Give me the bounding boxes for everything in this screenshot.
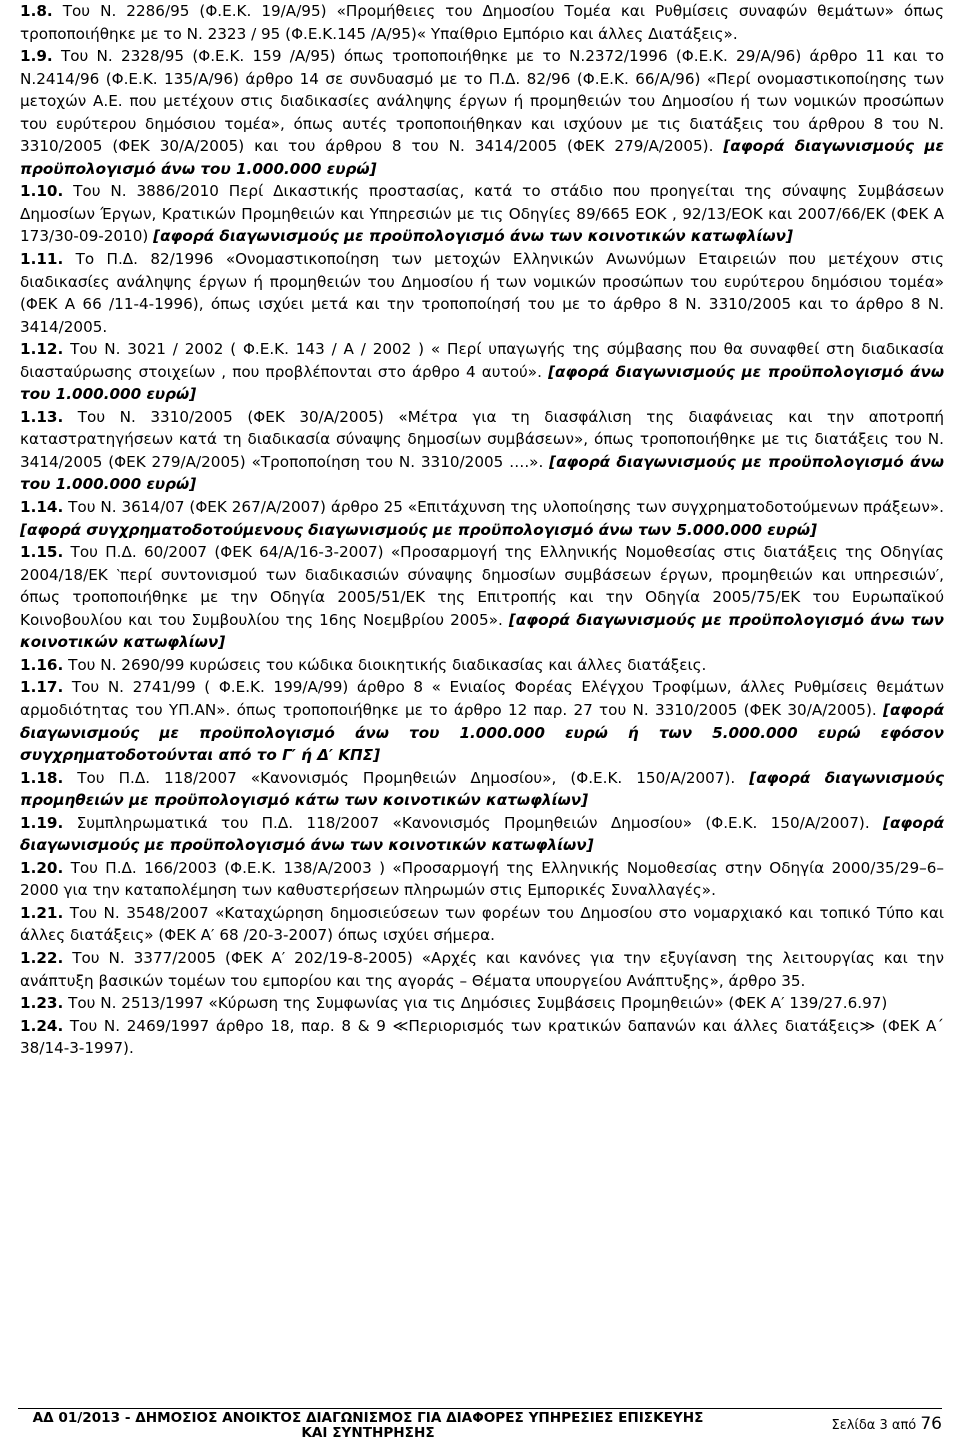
item-number: 1.16.: [20, 655, 64, 674]
page-total: 76: [920, 1414, 942, 1434]
item-number: 1.22.: [20, 948, 64, 967]
item-text: Του Ν. 3614/07 (ΦΕΚ 267/Α/2007) άρθρο 25 «Επιτάχυνση της υλοποίησης των συγχρηματοδοτούμενων πράξεων».: [63, 498, 944, 517]
legislation-list: [20, 0, 944, 1060]
item-number: 1.19.: [20, 813, 64, 832]
item-note: [αφορά διαγωνισμούς με προϋπολογισμό άνω των κοινοτικών κατωφλίων]: [153, 227, 793, 246]
item-number: 1.15.: [20, 543, 64, 562]
item-number: 1.14.: [20, 498, 64, 517]
list-item: [20, 654, 944, 677]
page-number: [831, 1416, 942, 1434]
item-number: 1.9.: [20, 47, 53, 66]
list-item: [20, 496, 944, 541]
list-item: [20, 541, 944, 654]
item-text: Του Ν. 2286/95 (Φ.Ε.Κ. 19/Α/95) «Προμήθειες του Δημοσίου Τομέα και Ρυθμίσεις συναφών θεμάτων» όπως τροποποιήθηκε με το Ν. 2323 / 95 (Φ.Ε.Κ.145 /Α/95)« Υπαίθριο Εμπόριο και άλλες Διατάξεις».: [20, 2, 944, 43]
item-note: [αφορά διαγωνισμούς με προϋπολογισμό άνω των κοινοτικών κατωφλίων]: [20, 610, 945, 652]
item-note: [αφορά διαγωνισμούς προμηθειών με προϋπολογισμό κάτω των κοινοτικών κατωφλίων]: [20, 768, 945, 810]
item-text: Το Π.Δ. 82/1996 «Ονομαστικοποίηση των μετοχών Ελληνικών Ανωνύμων Εταιρειών που μετέχουν στις διαδικασίες ανάληψης έργων ή προμηθειών του Δημοσίου ή των νομικών προσώπων του ευρύτερου δημόσιου τομέα» (ΦΕΚ Α 66 /11-4-1996), όπως ισχύει μετά και την τροποποίησή του με το άρθρο 8 Ν. 3310/2005 και το άρθρο 8 Ν. 3414/2005.: [20, 250, 944, 336]
item-number: 1.8.: [20, 2, 53, 20]
item-text: Του Ν. 2469/1997 άρθρο 18, παρ. 8 & 9 ≪Περιορισμός των κρατικών δαπανών και άλλες διατάξεις≫ (ΦΕΚ Α΄ 38/14-3-1997).: [20, 1016, 944, 1058]
list-item: [20, 1015, 944, 1060]
item-number: 1.21.: [20, 903, 64, 922]
item-note: [αφορά διαγωνισμούς με προϋπολογισμό άνω του 1.000.000 ευρώ ή των 5.000.000 ευρώ εφόσον συγχρηματοδοτούνται από το Γ′ ή Δ′ ΚΠΣ]: [20, 700, 945, 765]
list-item: [20, 857, 944, 902]
footer-divider: [18, 1408, 942, 1409]
page-footer: [18, 1411, 942, 1441]
item-text: Του Ν. 3021 / 2002 ( Φ.Ε.Κ. 143 / Α / 2002 ) « Περί υπαγωγής της σύμβασης που θα συναφθεί στη διαδικασία διασταύρωσης στοιχείων , που προβλέπονται στο άρθρο 4 αυτού».: [20, 340, 944, 381]
item-text: Του Π.Δ. 166/2003 (Φ.Ε.Κ. 138/Α/2003 ) «Προσαρμογή της Ελληνικής Νομοθεσίας στην Οδηγία 2000/35/29–6–2000 για την καταπολέμηση των καθυστερήσεων πληρωμών στις Εμπορικές Συναλλαγές».: [20, 858, 944, 900]
item-note: [αφορά συγχρηματοδοτούμενους διαγωνισμούς με προϋπολογισμό άνω των 5.000.000 ευρώ]: [20, 520, 817, 539]
list-item: [20, 180, 944, 248]
item-number: 1.20.: [20, 858, 64, 877]
item-text: Του Ν. 2513/1997 «Κύρωση της Συμφωνίας για τις Δημόσιες Συμβάσεις Προμηθειών» (ΦΕΚ Α′ 139/27.6.97): [63, 994, 888, 1013]
item-text: Του Π.Δ. 118/2007 «Κανονισμός Προμηθειών Δημοσίου», (Φ.Ε.Κ. 150/Α/2007).: [63, 768, 736, 787]
item-text: Του Ν. 3377/2005 (ΦΕΚ Α′ 202/19-8-2005) «Αρχές και κανόνες για την εξυγίανση της λειτουργίας και την ανάπτυξη βασικών τομέων του εμπορίου και της αγοράς – Θέματα υπουργείου Ανάπτυξης», άρθρο 35.: [20, 948, 944, 990]
document-title: ΑΔ 01/2013 - ΔΗΜΟΣΙΟΣ ΑΝΟΙΚΤΟΣ ΔΙΑΓΩΝΙΣΜΟΣ ΓΙΑ ΔΙΑΦΟΡΕΣ ΥΠΗΡΕΣΙΕΣ ΕΠΙΣΚΕΥΗΣ ΚΑΙ ΣΥΝΤΗΡΗΣΗΣ: [32, 1410, 704, 1441]
item-text: Του Ν. 3548/2007 «Καταχώρηση δημοσιεύσεων των φορέων του Δημοσίου στο νομαρχιακό και τοπικό Τύπο και άλλες διατάξεις» (ΦΕΚ Α′ 68 /20-3-2007) όπως ισχύει σήμερα.: [20, 903, 944, 945]
item-number: 1.12.: [20, 340, 64, 359]
list-item: [20, 338, 944, 406]
item-text: Του Ν. 2690/99 κυρώσεις του κώδικα διοικητικής διαδικασίας και άλλες διατάξεις.: [63, 655, 707, 674]
item-text: Του Ν. 2741/99 ( Φ.Ε.Κ. 199/Α/99) άρθρο 8 « Ενιαίος Φορέας Ελέγχου Τροφίμων, άλλες Ρυθμίσεις θεμάτων αρμοδιότητας του ΥΠ.ΑΝ». όπως τροποποιήθηκε με το άρθρο 12 παρ. 27 του Ν. 3310/2005 (ΦΕΚ 30/Α/2005).: [20, 678, 944, 719]
item-number: 1.10.: [20, 182, 64, 201]
item-text: Του Ν. 2328/95 (Φ.Ε.Κ. 159 /Α/95) όπως τροποποιήθηκε με το Ν.2372/1996 (Φ.Ε.Κ. 29/Α/96) άρθρο 11 και το Ν.2414/96 (Φ.Ε.Κ. 135/Α/96) άρθρο 14 σε συνδυασμό με το Π.Δ. 82/96 (Φ.Ε.Κ. 66/Α/96) «Περί ονομαστικοποίησης των μετοχών Α.Ε. που μετέχουν στις διαδικασίες ανάληψης έργων ή προμηθειών του Δημοσίου ή των νομικών προσώπων του ευρύτερου δημόσιου τομέα», όπως αυτές τροποποιήθηκαν και ισχύουν με τις διατάξεις του άρθρου 8 του Ν. 3310/2005 (ΦΕΚ 30/Α/2005) και του άρθρου 8 του Ν. 3414/2005 (ΦΕΚ 279/Α/2005).: [20, 47, 944, 156]
item-number: 1.17.: [20, 678, 64, 697]
item-text: Του Π.Δ. 60/2007 (ΦΕΚ 64/Α/16-3-2007) «Προσαρμογή της Ελληνικής Νομοθεσίας στις διατάξεις της Οδηγίας 2004/18/ΕΚ ‵περί συντονισμού των διαδικασιών σύναψης δημοσίων συμβάσεων έργων, προμηθειών και υπηρεσιών′, όπως τροποποιήθηκε με την Οδηγία 2005/51/ΕΚ της Επιτροπής και την Οδηγία 2005/75/ΕΚ του Ευρωπαϊκού Κοινοβουλίου και του Συμβουλίου της 16ης Νοεμβρίου 2005».: [20, 543, 944, 629]
list-item: [20, 406, 944, 496]
list-item: [20, 0, 944, 45]
list-item: [20, 45, 944, 180]
item-note: [αφορά διαγωνισμούς με προϋπολογισμό άνω του 1.000.000 ευρώ]: [20, 137, 944, 178]
list-item: [20, 248, 944, 338]
item-number: 1.11.: [20, 250, 64, 269]
item-note: [αφορά διαγωνισμούς με προϋπολογισμό άνω του 1.000.000 ευρώ]: [20, 362, 945, 404]
list-item: [20, 992, 944, 1015]
item-number: 1.24.: [20, 1016, 64, 1035]
list-item: [20, 947, 944, 992]
list-item: [20, 767, 944, 812]
item-text: Του Ν. 3310/2005 (ΦΕΚ 30/Α/2005) «Μέτρα για τη διασφάλιση της διαφάνειας και την αποτροπή καταστρατηγήσεων κατά τη διαδικασία σύναψης δημοσίων συμβάσεων», όπως τροποποιήθηκε με τις διατάξεις του Ν. 3414/2005 (ΦΕΚ 279/Α/2005) «Τροποποίηση του Ν. 3310/2005 ….».: [20, 407, 944, 471]
item-number: 1.18.: [20, 768, 64, 787]
item-note: [αφορά διαγωνισμούς με προϋπολογισμό άνω των κοινοτικών κατωφλίων]: [20, 813, 945, 855]
item-text: Συμπληρωματικά του Π.Δ. 118/2007 «Κανονισμός Προμηθειών Δημοσίου» (Φ.Ε.Κ. 150/Α/2007).: [63, 813, 870, 832]
page-label: Σελίδα 3 από: [831, 1418, 921, 1433]
item-number: 1.23.: [20, 994, 64, 1013]
list-item: [20, 676, 944, 766]
item-number: 1.13.: [20, 407, 64, 426]
item-note: [αφορά διαγωνισμούς με προϋπολογισμό άνω του 1.000.000 ευρώ]: [20, 452, 944, 494]
item-text: Του Ν. 3886/2010 Περί Δικαστικής προστασίας, κατά το στάδιο που προηγείται της σύναψης Συμβάσεων Δημοσίων Έργων, Κρατικών Προμηθειών και Υπηρεσιών με τις Οδηγίες 89/665 ΕΟΚ , 92/13/ΕΟΚ και 2007/66/ΕΚ (ΦΕΚ Α 173/30-09-2010): [20, 182, 944, 246]
list-item: [20, 812, 944, 857]
list-item: [20, 902, 944, 947]
